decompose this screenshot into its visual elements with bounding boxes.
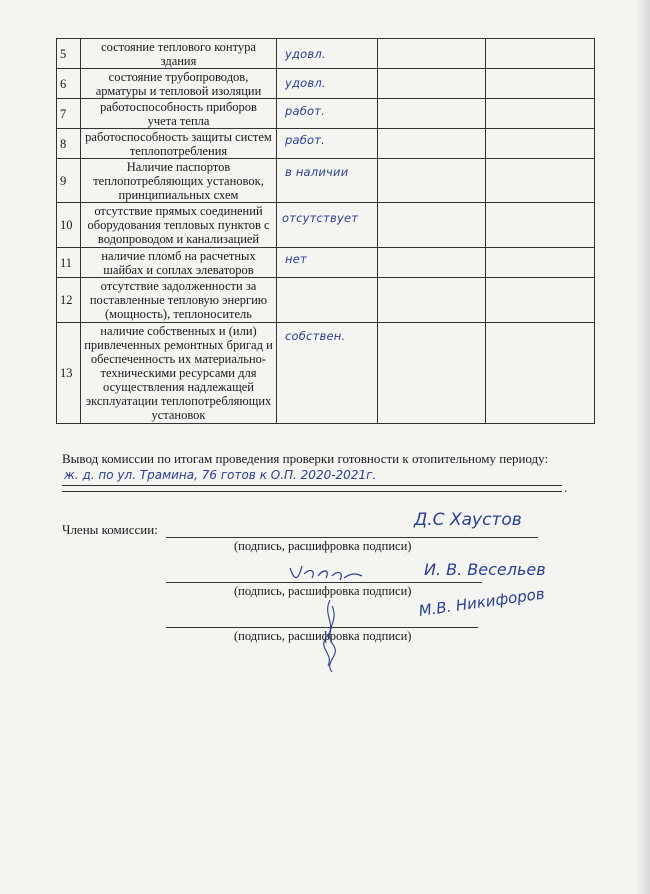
empty-cell xyxy=(486,248,595,278)
empty-cell xyxy=(486,129,595,159)
row-number: 13 xyxy=(57,323,81,424)
assessment-cell xyxy=(277,39,378,69)
handwritten-assessment: удовл. xyxy=(285,47,326,61)
row-number: 7 xyxy=(57,99,81,129)
row-number: 10 xyxy=(57,203,81,248)
criterion-text: состояние трубопроводов, арматуры и тепловой изоляции xyxy=(81,69,277,99)
empty-cell xyxy=(378,248,486,278)
empty-cell xyxy=(486,39,595,69)
conclusion-line-1 xyxy=(62,485,562,486)
signature-caption: (подпись, расшифровка подписи) xyxy=(234,629,412,643)
assessment-cell xyxy=(277,248,378,278)
empty-cell xyxy=(378,129,486,159)
assessment-cell xyxy=(277,99,378,129)
empty-cell xyxy=(378,69,486,99)
signature-line xyxy=(166,582,482,583)
handwritten-assessment: работ. xyxy=(285,104,326,118)
row-number: 5 xyxy=(57,39,81,69)
assessment-cell xyxy=(277,159,378,203)
conclusion-line-2 xyxy=(62,491,562,492)
signature-name: И. В. Весельев xyxy=(424,560,546,579)
members-label: Члены комиссии: xyxy=(62,522,158,537)
assessment-cell xyxy=(277,203,378,248)
conclusion-handwritten: ж. д. по ул. Трамина, 76 готов к О.П. 2020-2021г. xyxy=(64,468,377,482)
handwritten-assessment: отсутствует xyxy=(282,211,359,225)
handwritten-assessment: работ. xyxy=(285,133,326,147)
table-row xyxy=(57,278,595,323)
empty-cell xyxy=(486,323,595,424)
empty-cell xyxy=(378,39,486,69)
assessment-cell xyxy=(277,69,378,99)
assessment-cell xyxy=(277,129,378,159)
table-row xyxy=(57,39,595,69)
row-number: 11 xyxy=(57,248,81,278)
criterion-text: работоспособность защиты систем теплопотребления xyxy=(81,129,277,159)
table-row xyxy=(57,248,595,278)
conclusion-end-period: . xyxy=(564,480,568,495)
empty-cell xyxy=(378,159,486,203)
checklist-table xyxy=(56,38,595,424)
row-number: 8 xyxy=(57,129,81,159)
row-number: 12 xyxy=(57,278,81,323)
handwritten-assessment: удовл. xyxy=(285,76,326,90)
handwritten-assessment: нет xyxy=(285,252,307,266)
criterion-text: наличие собственных и (или) привлеченных ремонтных бригад и обеспеченность их материально-техническими ресурсами для осуществления надлежащей эксплуатации теплопотребляющих установок xyxy=(81,323,277,424)
criterion-text: отсутствие прямых соединений оборудования тепловых пунктов с водопроводом и канализацией xyxy=(81,203,277,248)
handwritten-assessment: в наличии xyxy=(285,165,349,179)
table-row xyxy=(57,129,595,159)
conclusion-label: Вывод комиссии по итогам проведения проверки готовности к отопительному периоду: xyxy=(62,451,549,466)
signature-line xyxy=(166,537,538,538)
empty-cell xyxy=(486,99,595,129)
criterion-text: состояние теплового контура здания xyxy=(81,39,277,69)
handwritten-signature-scribble xyxy=(312,596,348,676)
criterion-text: отсутствие задолженности за поставленные тепловую энергию (мощность), теплоноситель xyxy=(81,278,277,323)
empty-cell xyxy=(486,159,595,203)
table-row xyxy=(57,69,595,99)
table-row xyxy=(57,323,595,424)
empty-cell xyxy=(378,323,486,424)
signature-name: Д.С Хаустов xyxy=(414,510,522,530)
table-row xyxy=(57,203,595,248)
assessment-cell xyxy=(277,278,378,323)
row-number: 9 xyxy=(57,159,81,203)
table-row xyxy=(57,159,595,203)
criterion-text: Наличие паспортов теплопотребляющих установок, принципиальных схем xyxy=(81,159,277,203)
signature-caption: (подпись, расшифровка подписи) xyxy=(234,584,412,598)
empty-cell xyxy=(378,99,486,129)
criterion-text: наличие пломб на расчетных шайбах и соплах элеваторов xyxy=(81,248,277,278)
page-edge-shadow xyxy=(636,0,650,894)
signature-caption: (подпись, расшифровка подписи) xyxy=(234,539,412,553)
empty-cell xyxy=(486,278,595,323)
signature-name: М.В. Никифоров xyxy=(417,584,546,620)
row-number: 6 xyxy=(57,69,81,99)
handwritten-assessment: собствен. xyxy=(285,329,346,343)
empty-cell xyxy=(378,278,486,323)
assessment-cell xyxy=(277,323,378,424)
table-row xyxy=(57,99,595,129)
empty-cell xyxy=(378,203,486,248)
empty-cell xyxy=(486,69,595,99)
criterion-text: работоспособность приборов учета тепла xyxy=(81,99,277,129)
empty-cell xyxy=(486,203,595,248)
